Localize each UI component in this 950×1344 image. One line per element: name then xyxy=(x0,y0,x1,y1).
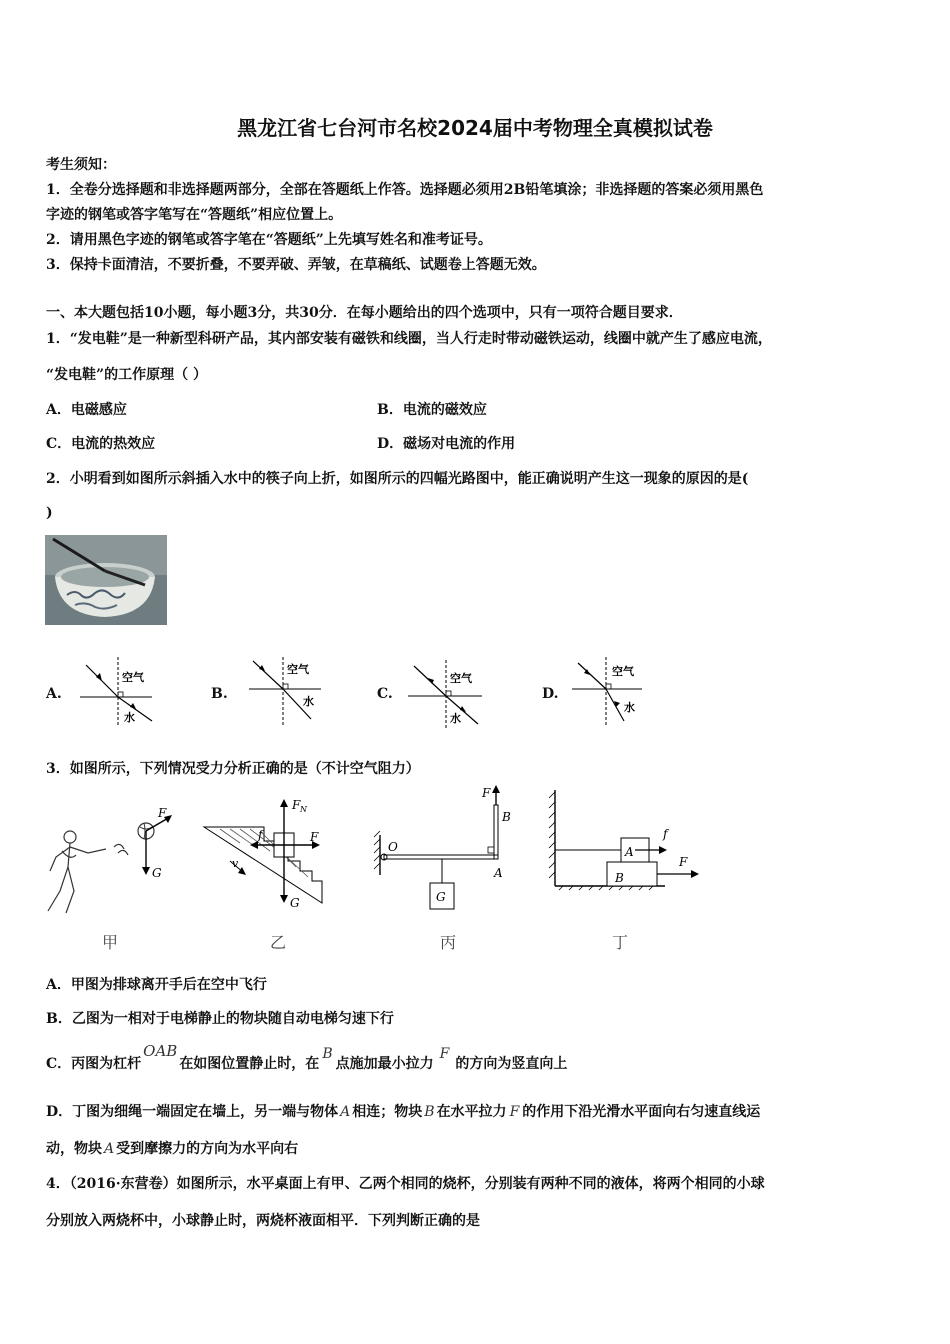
q2-b-water-label: 水 xyxy=(303,695,314,708)
q2-c-water-label: 水 xyxy=(450,712,461,725)
bing-O-label: O xyxy=(388,840,398,854)
jia-G-label: G xyxy=(152,866,162,880)
q3-d-text-3: 在水平拉力 xyxy=(436,1104,507,1120)
q3-option-d-line-1 xyxy=(46,1101,760,1121)
q1-stem-line-2: “发电鞋”的工作原理（ ） xyxy=(46,367,207,383)
q3-c-part-1: C．丙图为杠杆 xyxy=(46,1056,142,1072)
q1-option-b: B．电流的磁效应 xyxy=(377,402,487,418)
bing-A-label: A xyxy=(494,866,503,880)
yi-v-label: v xyxy=(232,857,239,870)
notice-item-1-line-2: 字迹的钢笔或答字笔写在“答题纸”相应位置上。 xyxy=(46,207,343,223)
q3-c-oab: OAB xyxy=(143,1042,178,1060)
q2-option-c-letter: C. xyxy=(377,686,393,702)
bing-F-label: F xyxy=(482,786,491,800)
q2-d-water-label: 水 xyxy=(624,701,635,714)
q2-d-air-label: 空气 xyxy=(612,665,634,678)
yi-F-label: F xyxy=(310,830,319,844)
q2-option-d-letter: D. xyxy=(542,686,559,702)
q3-diagram-ding[interactable] xyxy=(545,790,705,900)
ding-f-label: f xyxy=(663,827,668,841)
q3-option-b: B．乙图为一相对于电梯静止的物块随自动电梯匀速下行 xyxy=(46,1011,394,1027)
q2-b-air-label: 空气 xyxy=(287,663,309,676)
q3-d-text-1: D．丁图为细绳一端固定在墙上，另一端与物体 xyxy=(46,1104,339,1120)
q3-d-f: F xyxy=(509,1104,520,1120)
q3-option-d-line-2 xyxy=(46,1138,298,1158)
q3-c-part-2: 在如图位置静止时，在 xyxy=(179,1056,320,1072)
q3-d-text-2: 相连；物块 xyxy=(352,1104,423,1120)
q2-option-d-diagram[interactable] xyxy=(570,655,650,727)
ding-B-label: B xyxy=(615,871,624,885)
caption-ding: 丁 xyxy=(612,933,629,952)
q3-c-part-3: 点施加最小拉力 xyxy=(335,1056,434,1072)
q3-d-b: B xyxy=(424,1104,435,1120)
yi-FN-subscript: N xyxy=(300,805,307,814)
yi-FN-label: F xyxy=(292,798,301,812)
q2-option-c-diagram[interactable] xyxy=(408,658,488,730)
q3-option-a: A．甲图为排球离开手后在空中飞行 xyxy=(46,977,267,993)
q2-option-b-letter: B. xyxy=(211,686,228,702)
q3-stem: 3．如图所示，下列情况受力分析正确的是（不计空气阻力） xyxy=(46,761,420,777)
q3-d-a: A xyxy=(340,1104,351,1120)
q3-c-part-4: 的方向为竖直向上 xyxy=(455,1056,568,1072)
notice-item-2: 2．请用黑色字迹的钢笔或答字笔在“答题纸”上先填写姓名和准考证号。 xyxy=(46,232,492,248)
q1-option-c: C．电流的热效应 xyxy=(46,436,156,452)
q3-d-text-6: 受到摩擦力的方向为水平向右 xyxy=(116,1141,299,1157)
bing-B-label: B xyxy=(502,810,511,824)
ding-A-label: A xyxy=(625,845,634,859)
q1-option-a: A．电磁感应 xyxy=(46,402,127,418)
caption-yi: 乙 xyxy=(270,933,287,952)
caption-jia: 甲 xyxy=(102,933,119,952)
notice-item-1-line-1: 1．全卷分选择题和非选择题两部分，全部在答题纸上作答。选择题必须用2B铅笔填涂；非选择题的答案必须用黑色 xyxy=(46,182,764,198)
q3-d-text-4: 的作用下沿光滑水平面向右匀速直线运 xyxy=(522,1104,761,1120)
q3-option-c xyxy=(46,1042,568,1073)
notice-item-3: 3．保持卡面清洁，不要折叠，不要弄破、弄皱，在草稿纸、试题卷上答题无效。 xyxy=(46,257,546,273)
yi-G-label: G xyxy=(290,896,300,910)
q3-c-b: B xyxy=(322,1046,333,1062)
jia-F-label: F xyxy=(158,806,167,820)
yi-f-label: f xyxy=(258,828,263,842)
q3-d-a2: A xyxy=(104,1141,115,1157)
q3-diagram-jia[interactable] xyxy=(40,795,190,920)
q3-diagram-yi[interactable] xyxy=(200,795,335,920)
q2-a-water-label: 水 xyxy=(124,711,135,724)
q4-stem-line-2: 分别放入两烧杯中，小球静止时，两烧杯液面相平．下列判断正确的是 xyxy=(46,1213,480,1229)
q2-option-b-diagram[interactable] xyxy=(245,655,325,727)
q2-option-a-letter: A. xyxy=(46,686,62,702)
caption-bing: 丙 xyxy=(440,933,457,952)
q2-option-a-diagram[interactable] xyxy=(80,655,160,727)
notice-heading: 考生须知： xyxy=(46,157,116,173)
q4-stem-line-1: 4．（2016·东营卷）如图所示，水平桌面上有甲、乙两个相同的烧杯，分别装有两种不同的液体，将两个相同的小球 xyxy=(46,1176,765,1192)
section-heading: 一、本大题包括10小题，每小题3分，共30分．在每小题给出的四个选项中，只有一项符合题目要求． xyxy=(46,305,683,321)
ding-F-label: F xyxy=(679,855,688,869)
q2-stem-line-2: ) xyxy=(46,505,53,521)
q1-stem-line-1: 1．“发电鞋”是一种新型科研产品，其内部安装有磁铁和线圈，当人行走时带动磁铁运动，线圈中就产生了感应电流， xyxy=(46,331,772,347)
chopstick-bowl-photo xyxy=(45,535,167,625)
q2-stem-line-1: 2．小明看到如图所示斜插入水中的筷子向上折，如图所示的四幅光路图中，能正确说明产生这一现象的原因的是( xyxy=(46,471,749,487)
q2-c-air-label: 空气 xyxy=(450,672,472,685)
q3-diagram-bing[interactable] xyxy=(370,785,520,920)
q1-option-d: D．磁场对电流的作用 xyxy=(377,436,516,452)
q2-a-air-label: 空气 xyxy=(122,671,144,684)
bing-G-label: G xyxy=(436,890,446,904)
q3-c-f: F xyxy=(439,1046,450,1062)
q3-d-text-5: 动，物块 xyxy=(46,1141,102,1157)
page-title: 黑龙江省七台河市名校2024届中考物理全真模拟试卷 xyxy=(237,116,713,140)
